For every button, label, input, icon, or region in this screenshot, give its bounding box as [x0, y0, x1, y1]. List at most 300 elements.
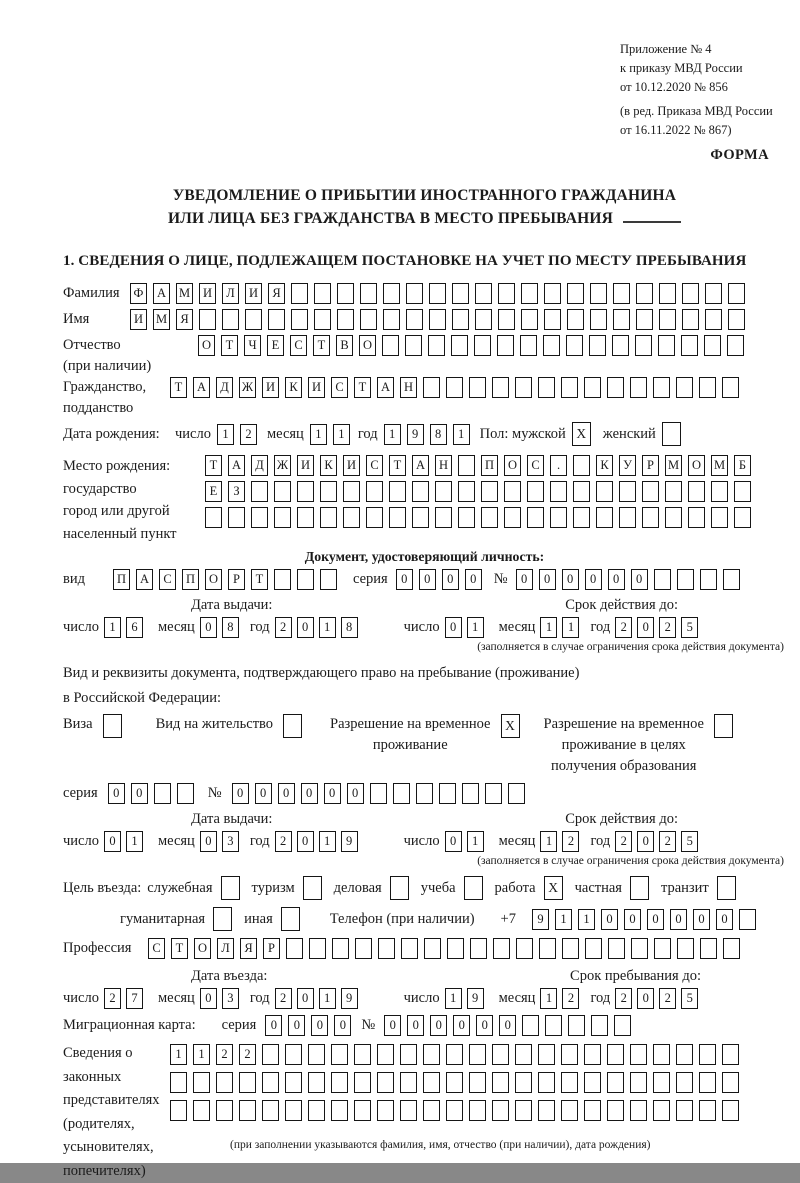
char-cell[interactable]: 2 [104, 988, 121, 1009]
char-cell[interactable]: Р [228, 569, 245, 590]
char-cell[interactable] [239, 1100, 256, 1121]
char-cell[interactable]: Н [435, 455, 452, 476]
char-cell[interactable]: О [194, 938, 211, 959]
char-cell[interactable]: 1 [104, 617, 121, 638]
char-cell[interactable]: 1 [467, 831, 484, 852]
char-cell[interactable] [561, 377, 578, 398]
char-cell[interactable]: А [377, 377, 394, 398]
char-cell[interactable] [492, 1100, 509, 1121]
char-cell[interactable] [337, 283, 354, 304]
char-cell[interactable] [700, 569, 717, 590]
char-cell[interactable]: 1 [126, 831, 143, 852]
char-cell[interactable] [314, 309, 331, 330]
char-cell[interactable] [493, 938, 510, 959]
char-cell[interactable]: 2 [275, 988, 292, 1009]
char-cell[interactable]: 0 [631, 569, 648, 590]
char-cell[interactable] [728, 283, 745, 304]
char-cell[interactable] [631, 938, 648, 959]
char-cell[interactable]: Д [251, 455, 268, 476]
char-cell[interactable] [520, 335, 537, 356]
checkbox-cell[interactable] [717, 876, 736, 900]
char-cell[interactable]: О [198, 335, 215, 356]
char-cell[interactable] [451, 335, 468, 356]
char-cell[interactable] [682, 283, 699, 304]
char-cell[interactable] [458, 481, 475, 502]
char-cell[interactable]: 2 [240, 424, 257, 445]
char-cell[interactable] [405, 335, 422, 356]
char-cell[interactable] [193, 1100, 210, 1121]
checkbox-cell[interactable]: X [572, 422, 591, 446]
char-cell[interactable] [423, 1044, 440, 1065]
char-cell[interactable] [222, 309, 239, 330]
char-cell[interactable]: 0 [297, 831, 314, 852]
char-cell[interactable]: 2 [659, 617, 676, 638]
char-cell[interactable] [734, 481, 751, 502]
char-cell[interactable]: 1 [319, 988, 336, 1009]
char-cell[interactable] [309, 938, 326, 959]
char-cell[interactable]: 6 [126, 617, 143, 638]
char-cell[interactable]: Я [240, 938, 257, 959]
char-cell[interactable] [584, 1100, 601, 1121]
char-cell[interactable] [170, 1072, 187, 1093]
char-cell[interactable]: 1 [384, 424, 401, 445]
char-cell[interactable] [722, 1072, 739, 1093]
char-cell[interactable]: 1 [555, 909, 572, 930]
char-cell[interactable] [544, 309, 561, 330]
char-cell[interactable]: Т [251, 569, 268, 590]
char-cell[interactable]: С [148, 938, 165, 959]
char-cell[interactable] [584, 1072, 601, 1093]
char-cell[interactable] [429, 309, 446, 330]
char-cell[interactable] [470, 938, 487, 959]
checkbox-cell[interactable] [303, 876, 322, 900]
char-cell[interactable] [544, 283, 561, 304]
char-cell[interactable]: 2 [615, 831, 632, 852]
char-cell[interactable] [498, 309, 515, 330]
char-cell[interactable] [676, 377, 693, 398]
char-cell[interactable]: 1 [562, 617, 579, 638]
char-cell[interactable]: Р [642, 455, 659, 476]
char-cell[interactable] [688, 481, 705, 502]
char-cell[interactable] [590, 309, 607, 330]
char-cell[interactable] [561, 1100, 578, 1121]
char-cell[interactable] [567, 283, 584, 304]
char-cell[interactable]: Т [221, 335, 238, 356]
char-cell[interactable] [400, 1044, 417, 1065]
char-cell[interactable] [360, 283, 377, 304]
char-cell[interactable]: 0 [301, 783, 318, 804]
checkbox-cell[interactable] [464, 876, 483, 900]
char-cell[interactable]: 0 [200, 988, 217, 1009]
char-cell[interactable] [406, 309, 423, 330]
char-cell[interactable] [308, 1072, 325, 1093]
char-cell[interactable] [561, 1072, 578, 1093]
char-cell[interactable] [654, 569, 671, 590]
char-cell[interactable]: Ж [239, 377, 256, 398]
char-cell[interactable] [485, 783, 502, 804]
char-cell[interactable] [699, 1072, 716, 1093]
char-cell[interactable] [251, 507, 268, 528]
char-cell[interactable] [423, 1072, 440, 1093]
char-cell[interactable] [642, 507, 659, 528]
char-cell[interactable] [619, 507, 636, 528]
char-cell[interactable] [377, 1100, 394, 1121]
char-cell[interactable]: 1 [453, 424, 470, 445]
char-cell[interactable] [612, 335, 629, 356]
char-cell[interactable] [596, 507, 613, 528]
char-cell[interactable]: . [550, 455, 567, 476]
char-cell[interactable] [521, 309, 538, 330]
char-cell[interactable]: 9 [407, 424, 424, 445]
char-cell[interactable]: Ч [244, 335, 261, 356]
char-cell[interactable]: Я [268, 283, 285, 304]
char-cell[interactable]: А [193, 377, 210, 398]
char-cell[interactable] [584, 377, 601, 398]
char-cell[interactable] [722, 1100, 739, 1121]
char-cell[interactable]: М [153, 309, 170, 330]
checkbox-cell[interactable] [714, 714, 733, 738]
char-cell[interactable] [653, 1100, 670, 1121]
char-cell[interactable] [699, 377, 716, 398]
char-cell[interactable] [613, 309, 630, 330]
char-cell[interactable]: 0 [131, 783, 148, 804]
char-cell[interactable]: 1 [319, 831, 336, 852]
char-cell[interactable] [439, 783, 456, 804]
char-cell[interactable]: 9 [467, 988, 484, 1009]
char-cell[interactable] [515, 1044, 532, 1065]
char-cell[interactable]: М [665, 455, 682, 476]
char-cell[interactable] [343, 507, 360, 528]
char-cell[interactable] [286, 938, 303, 959]
char-cell[interactable]: Я [176, 309, 193, 330]
char-cell[interactable]: 0 [324, 783, 341, 804]
char-cell[interactable] [285, 1072, 302, 1093]
char-cell[interactable]: М [711, 455, 728, 476]
char-cell[interactable] [677, 938, 694, 959]
char-cell[interactable] [245, 309, 262, 330]
char-cell[interactable]: В [336, 335, 353, 356]
char-cell[interactable] [354, 1100, 371, 1121]
char-cell[interactable] [469, 1100, 486, 1121]
char-cell[interactable]: И [262, 377, 279, 398]
char-cell[interactable]: 2 [615, 988, 632, 1009]
char-cell[interactable] [677, 569, 694, 590]
char-cell[interactable]: Т [313, 335, 330, 356]
char-cell[interactable] [446, 1100, 463, 1121]
char-cell[interactable] [492, 1044, 509, 1065]
char-cell[interactable] [446, 1044, 463, 1065]
char-cell[interactable]: 0 [601, 909, 618, 930]
char-cell[interactable] [492, 1072, 509, 1093]
char-cell[interactable] [722, 1044, 739, 1065]
char-cell[interactable]: 0 [442, 569, 459, 590]
char-cell[interactable]: 0 [624, 909, 641, 930]
char-cell[interactable] [630, 1072, 647, 1093]
char-cell[interactable] [573, 507, 590, 528]
char-cell[interactable] [584, 1044, 601, 1065]
char-cell[interactable] [596, 481, 613, 502]
char-cell[interactable] [481, 507, 498, 528]
char-cell[interactable]: П [182, 569, 199, 590]
char-cell[interactable] [727, 335, 744, 356]
char-cell[interactable] [370, 783, 387, 804]
char-cell[interactable] [630, 377, 647, 398]
char-cell[interactable]: 0 [396, 569, 413, 590]
char-cell[interactable] [393, 783, 410, 804]
char-cell[interactable]: Б [734, 455, 751, 476]
char-cell[interactable] [504, 507, 521, 528]
char-cell[interactable] [366, 507, 383, 528]
char-cell[interactable] [497, 335, 514, 356]
char-cell[interactable] [458, 455, 475, 476]
char-cell[interactable] [567, 309, 584, 330]
char-cell[interactable] [504, 481, 521, 502]
char-cell[interactable]: Ж [274, 455, 291, 476]
char-cell[interactable] [739, 909, 756, 930]
char-cell[interactable] [665, 507, 682, 528]
char-cell[interactable] [705, 309, 722, 330]
char-cell[interactable]: 1 [540, 617, 557, 638]
char-cell[interactable]: К [285, 377, 302, 398]
char-cell[interactable] [446, 1072, 463, 1093]
char-cell[interactable]: О [688, 455, 705, 476]
char-cell[interactable] [239, 1072, 256, 1093]
char-cell[interactable] [320, 481, 337, 502]
checkbox-cell[interactable] [103, 714, 122, 738]
char-cell[interactable] [654, 938, 671, 959]
char-cell[interactable] [469, 1044, 486, 1065]
char-cell[interactable] [416, 783, 433, 804]
char-cell[interactable]: Ф [130, 283, 147, 304]
char-cell[interactable]: 0 [407, 1015, 424, 1036]
char-cell[interactable]: Т [171, 938, 188, 959]
char-cell[interactable] [428, 335, 445, 356]
char-cell[interactable] [527, 481, 544, 502]
char-cell[interactable] [354, 1072, 371, 1093]
char-cell[interactable] [297, 481, 314, 502]
char-cell[interactable]: И [343, 455, 360, 476]
char-cell[interactable] [653, 1072, 670, 1093]
char-cell[interactable] [619, 481, 636, 502]
char-cell[interactable] [728, 309, 745, 330]
char-cell[interactable]: 0 [108, 783, 125, 804]
char-cell[interactable] [539, 938, 556, 959]
char-cell[interactable] [343, 481, 360, 502]
char-cell[interactable] [355, 938, 372, 959]
char-cell[interactable]: Е [267, 335, 284, 356]
checkbox-cell[interactable] [213, 907, 232, 931]
checkbox-cell[interactable] [662, 422, 681, 446]
char-cell[interactable]: 1 [170, 1044, 187, 1065]
char-cell[interactable]: С [527, 455, 544, 476]
char-cell[interactable] [522, 1015, 539, 1036]
char-cell[interactable]: 0 [693, 909, 710, 930]
char-cell[interactable]: С [290, 335, 307, 356]
char-cell[interactable]: 0 [562, 569, 579, 590]
char-cell[interactable] [331, 1100, 348, 1121]
char-cell[interactable] [447, 938, 464, 959]
char-cell[interactable]: Р [263, 938, 280, 959]
char-cell[interactable] [377, 1044, 394, 1065]
checkbox-cell[interactable] [283, 714, 302, 738]
char-cell[interactable] [492, 377, 509, 398]
char-cell[interactable] [676, 1100, 693, 1121]
char-cell[interactable] [360, 309, 377, 330]
char-cell[interactable]: 0 [647, 909, 664, 930]
char-cell[interactable]: Л [222, 283, 239, 304]
char-cell[interactable]: 0 [297, 617, 314, 638]
char-cell[interactable] [704, 335, 721, 356]
char-cell[interactable]: 2 [239, 1044, 256, 1065]
char-cell[interactable]: И [297, 455, 314, 476]
char-cell[interactable] [658, 335, 675, 356]
char-cell[interactable] [700, 938, 717, 959]
char-cell[interactable]: 2 [659, 831, 676, 852]
char-cell[interactable] [681, 335, 698, 356]
char-cell[interactable] [527, 507, 544, 528]
char-cell[interactable] [630, 1044, 647, 1065]
char-cell[interactable] [406, 283, 423, 304]
char-cell[interactable] [337, 309, 354, 330]
char-cell[interactable]: 2 [615, 617, 632, 638]
char-cell[interactable]: 1 [540, 988, 557, 1009]
char-cell[interactable] [291, 283, 308, 304]
char-cell[interactable] [659, 309, 676, 330]
char-cell[interactable] [331, 1072, 348, 1093]
char-cell[interactable]: 9 [532, 909, 549, 930]
char-cell[interactable] [608, 938, 625, 959]
char-cell[interactable]: А [136, 569, 153, 590]
char-cell[interactable] [389, 507, 406, 528]
char-cell[interactable] [538, 1044, 555, 1065]
char-cell[interactable]: А [153, 283, 170, 304]
char-cell[interactable]: 0 [255, 783, 272, 804]
char-cell[interactable]: Т [354, 377, 371, 398]
char-cell[interactable]: 0 [334, 1015, 351, 1036]
char-cell[interactable]: 7 [126, 988, 143, 1009]
char-cell[interactable]: С [159, 569, 176, 590]
char-cell[interactable] [262, 1072, 279, 1093]
char-cell[interactable]: 5 [681, 988, 698, 1009]
char-cell[interactable] [607, 377, 624, 398]
char-cell[interactable] [400, 1072, 417, 1093]
char-cell[interactable] [216, 1072, 233, 1093]
char-cell[interactable] [723, 569, 740, 590]
char-cell[interactable] [389, 481, 406, 502]
char-cell[interactable] [377, 1072, 394, 1093]
char-cell[interactable] [516, 938, 533, 959]
char-cell[interactable]: 5 [681, 831, 698, 852]
char-cell[interactable]: 1 [467, 617, 484, 638]
char-cell[interactable]: 0 [608, 569, 625, 590]
char-cell[interactable] [561, 1044, 578, 1065]
char-cell[interactable] [170, 1100, 187, 1121]
char-cell[interactable]: И [199, 283, 216, 304]
char-cell[interactable]: 0 [670, 909, 687, 930]
char-cell[interactable] [452, 309, 469, 330]
char-cell[interactable] [566, 335, 583, 356]
char-cell[interactable] [591, 1015, 608, 1036]
char-cell[interactable]: С [366, 455, 383, 476]
char-cell[interactable]: О [359, 335, 376, 356]
char-cell[interactable]: 3 [222, 831, 239, 852]
char-cell[interactable]: Т [205, 455, 222, 476]
char-cell[interactable]: 0 [104, 831, 121, 852]
char-cell[interactable] [538, 1100, 555, 1121]
char-cell[interactable] [630, 1100, 647, 1121]
char-cell[interactable] [251, 481, 268, 502]
char-cell[interactable] [216, 1100, 233, 1121]
char-cell[interactable]: 0 [347, 783, 364, 804]
char-cell[interactable] [722, 377, 739, 398]
checkbox-cell[interactable] [221, 876, 240, 900]
char-cell[interactable] [538, 377, 555, 398]
char-cell[interactable]: 3 [222, 988, 239, 1009]
char-cell[interactable] [469, 377, 486, 398]
char-cell[interactable] [262, 1100, 279, 1121]
char-cell[interactable]: П [113, 569, 130, 590]
char-cell[interactable] [314, 283, 331, 304]
char-cell[interactable] [199, 309, 216, 330]
char-cell[interactable] [543, 335, 560, 356]
char-cell[interactable]: 0 [637, 617, 654, 638]
char-cell[interactable]: 0 [499, 1015, 516, 1036]
char-cell[interactable] [262, 1044, 279, 1065]
char-cell[interactable] [734, 507, 751, 528]
char-cell[interactable] [723, 938, 740, 959]
char-cell[interactable] [665, 481, 682, 502]
char-cell[interactable] [469, 1072, 486, 1093]
char-cell[interactable] [274, 569, 291, 590]
char-cell[interactable]: 1 [217, 424, 234, 445]
char-cell[interactable] [521, 283, 538, 304]
char-cell[interactable] [498, 283, 515, 304]
char-cell[interactable] [568, 1015, 585, 1036]
char-cell[interactable] [475, 283, 492, 304]
char-cell[interactable] [285, 1044, 302, 1065]
char-cell[interactable]: 0 [476, 1015, 493, 1036]
char-cell[interactable] [636, 283, 653, 304]
char-cell[interactable]: Д [216, 377, 233, 398]
char-cell[interactable] [550, 481, 567, 502]
char-cell[interactable]: К [596, 455, 613, 476]
char-cell[interactable]: 8 [430, 424, 447, 445]
char-cell[interactable] [382, 335, 399, 356]
char-cell[interactable]: 0 [278, 783, 295, 804]
char-cell[interactable]: 0 [265, 1015, 282, 1036]
char-cell[interactable]: 2 [275, 617, 292, 638]
char-cell[interactable] [607, 1100, 624, 1121]
char-cell[interactable] [274, 507, 291, 528]
char-cell[interactable]: 0 [200, 831, 217, 852]
char-cell[interactable]: И [245, 283, 262, 304]
char-cell[interactable]: 1 [578, 909, 595, 930]
char-cell[interactable] [688, 507, 705, 528]
checkbox-cell[interactable] [630, 876, 649, 900]
char-cell[interactable] [412, 507, 429, 528]
char-cell[interactable]: 0 [516, 569, 533, 590]
char-cell[interactable] [423, 1100, 440, 1121]
char-cell[interactable] [193, 1072, 210, 1093]
char-cell[interactable]: 0 [539, 569, 556, 590]
char-cell[interactable] [429, 283, 446, 304]
char-cell[interactable] [699, 1100, 716, 1121]
char-cell[interactable]: З [228, 481, 245, 502]
char-cell[interactable] [297, 507, 314, 528]
char-cell[interactable] [705, 283, 722, 304]
char-cell[interactable]: 1 [319, 617, 336, 638]
char-cell[interactable] [636, 309, 653, 330]
